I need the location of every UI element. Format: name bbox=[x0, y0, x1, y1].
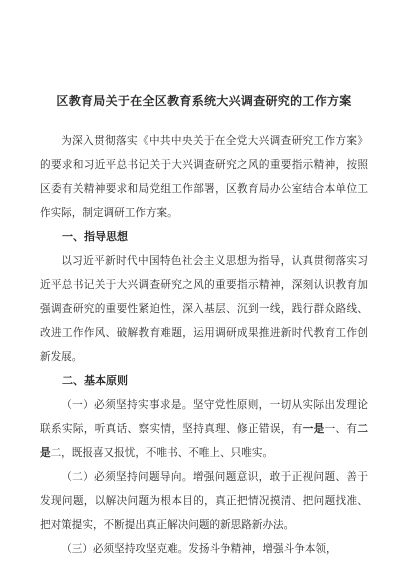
principle-1-tail: 二，既报喜又报忧，不唯书、不唯上、只唯实。 bbox=[50, 447, 274, 459]
principle-1-middle: 一、有 bbox=[324, 423, 358, 435]
document-title: 区教育局关于在全区教育系统大兴调查研究的工作方案 bbox=[56, 94, 352, 108]
principle-1-lead: （一）必须坚持实事求是。坚守党性原则，一切从实际出发理论联系实际，听真话、察实情，坚持真理、修正错误，有 bbox=[40, 399, 368, 435]
guiding-ideology-paragraph: 以习近平新时代中国特色社会主义思想为指导，认真贯彻落实习近平总书记关于大兴调查研究之风的重要指示精神，深刻认识教育加强调查研究的重要性紧迫性，深入基层、沉到一线，践行群众路线、改进工作作风、破解教育难题，运用调研成果推进新时代教育工作创新发展。 bbox=[40, 255, 368, 363]
principle-3-paragraph: （三）必须坚持攻坚克难。发扬斗争精神，增强斗争本领， bbox=[61, 543, 337, 555]
section-heading-basic-principles: 二、基本原则 bbox=[62, 374, 128, 387]
principle-1-bold-second: 二是 bbox=[40, 423, 369, 459]
intro-paragraph: 为深入贯彻落实《中共中央关于在全党大兴调查研究工作方案》的要求和习近平总书记关于大兴调查研究之风的重要指示精神，按照区委有关精神要求和局党组工作部署，区教育局办公室结合本单位工作实际，制定调研工作方案。 bbox=[40, 135, 368, 219]
principle-1-paragraph bbox=[40, 393, 368, 465]
section-heading-guiding-ideology: 一、指导思想 bbox=[62, 230, 128, 243]
principle-1-bold-first: 一是 bbox=[302, 423, 325, 435]
principle-2-paragraph: （二）必须坚持问题导向。增强问题意识，敢于正视问题、善于发现问题，以解决问题为根本目的，真正把情况摸清、把问题找准、把对策提实，不断提出真正解决问题的新思路新办法。 bbox=[40, 471, 368, 531]
